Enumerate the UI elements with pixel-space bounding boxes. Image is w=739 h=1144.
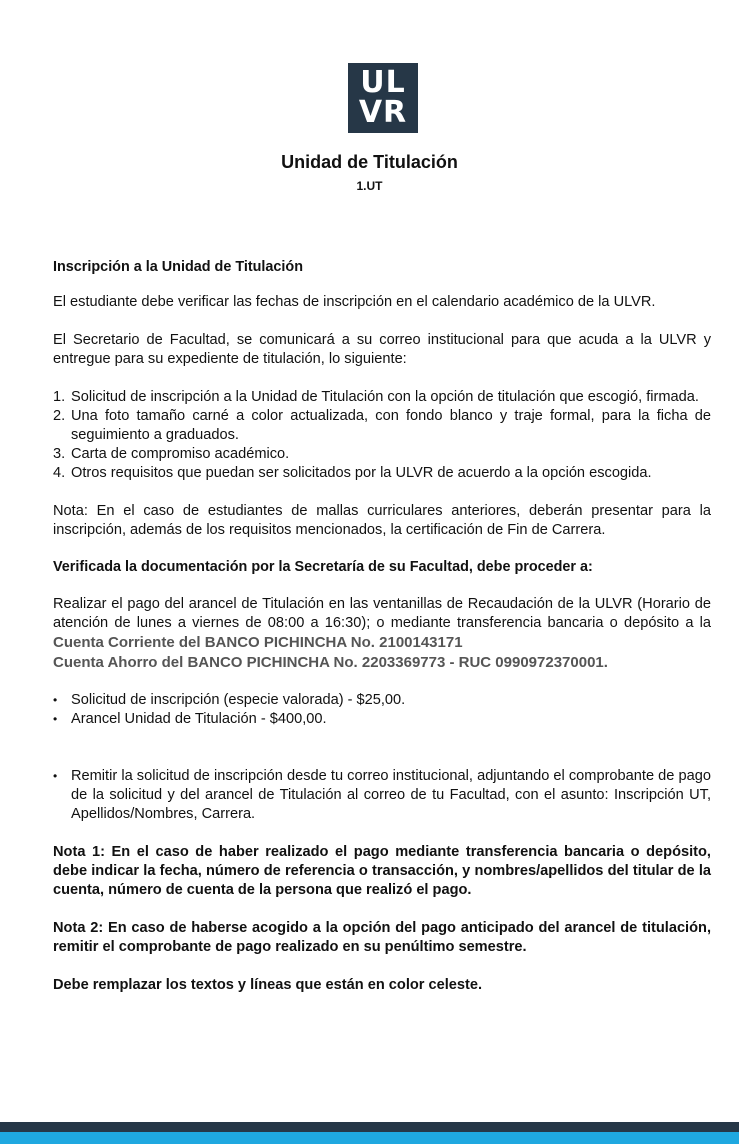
note-2: Nota 2: En caso de haberse acogido a la opción del pago anticipado del arancel de titulación, remitir el comprobante de pago realizado en su penúltimo semestre. — [53, 920, 711, 955]
footer-bar-navy — [0, 1122, 739, 1132]
remit-text: Remitir la solicitud de inscripción desde tu correo institucional, adjuntando el comprobante de pago de la solicitud y del arancel de Titulación al correo de tu Facultad, con el asunto: Inscripción UT, Apellidos/Nombres, Carrera. — [71, 768, 711, 822]
list-marker: 2. — [53, 408, 66, 424]
footer-bar-celeste — [0, 1132, 739, 1144]
section-heading-verificada: Verificada la documentación por la Secretaría de su Facultad, debe proceder a: — [53, 559, 593, 575]
list-item-text: Otros requisitos que puedan ser solicitados por la ULVR de acuerdo a la opción escogida. — [71, 465, 652, 481]
fees-list — [53, 691, 711, 729]
fee-text: Arancel Unidad de Titulación - $400,00. — [71, 711, 327, 727]
document-body — [53, 258, 711, 995]
list-item-text: Una foto tamaño carné a color actualizada, con fondo blanco y traje formal, para la ficha de seguimiento a graduados. — [71, 408, 711, 443]
list-item — [53, 691, 711, 710]
list-marker: 3. — [53, 446, 66, 462]
account-corriente: Cuenta Corriente del BANCO PICHINCHA No. 2100143171 — [53, 634, 463, 651]
list-item — [53, 767, 711, 824]
list-item-text: Carta de compromiso académico. — [71, 446, 290, 462]
list-item — [53, 710, 711, 729]
document-code: 1.UT — [356, 179, 383, 193]
remit-list — [53, 767, 711, 824]
bullet-marker: • — [53, 769, 58, 783]
list-marker: 1. — [53, 389, 66, 405]
fee-text: Solicitud de inscripción (especie valorada) - $25,00. — [71, 692, 406, 708]
bullet-marker: • — [53, 693, 58, 707]
bullet-marker: • — [53, 712, 58, 726]
list-item — [53, 445, 711, 464]
payment-text: Realizar el pago del arancel de Titulación en las ventanillas de Recaudación de la ULVR (Horario de atención de lunes a viernes de 08:00 a 16:30); o mediante transferencia bancaria o depósito a la — [53, 596, 711, 631]
list-marker: 4. — [53, 465, 66, 481]
list-item — [53, 388, 711, 407]
page-title: Unidad de Titulación — [281, 152, 458, 172]
section-heading-inscripcion: Inscripción a la Unidad de Titulación — [53, 259, 304, 275]
paragraph-verify-dates: El estudiante debe verificar las fechas de inscripción en el calendario académico de la ULVR. — [53, 294, 656, 310]
list-item-text: Solicitud de inscripción a la Unidad de Titulación con la opción de titulación que escogió, firmada. — [71, 389, 699, 405]
account-ahorro: Cuenta Ahorro del BANCO PICHINCHA No. 2203369773 - RUC 0990972370001. — [53, 654, 608, 671]
paragraph-note-mallas: Nota: En el caso de estudiantes de mallas curriculares anteriores, deberán presentar para la inscripción, además de los requisitos mencionados, la certificación de Fin de Carrera. — [53, 503, 711, 538]
note-1: Nota 1: En el caso de haber realizado el pago mediante transferencia bancaria o depósito, debe indicar la fecha, número de referencia o transacción, y nombres/apellidos del titular de la cuenta, número de cuenta de la persona que realizó el pago. — [53, 844, 711, 898]
logo-line-2: VR — [358, 95, 408, 130]
logo-line-1: UL — [360, 65, 406, 100]
requirements-list — [53, 388, 711, 483]
paragraph-secretary: El Secretario de Facultad, se comunicará a su correo institucional para que acuda a la ULVR y entregue para su expediente de titulación, lo siguiente: — [53, 332, 711, 367]
list-item — [53, 407, 711, 445]
note-replace: Debe remplazar los textos y líneas que están en color celeste. — [53, 977, 483, 993]
ulvr-logo — [348, 63, 418, 133]
paragraph-payment — [53, 595, 711, 653]
list-item — [53, 464, 711, 483]
